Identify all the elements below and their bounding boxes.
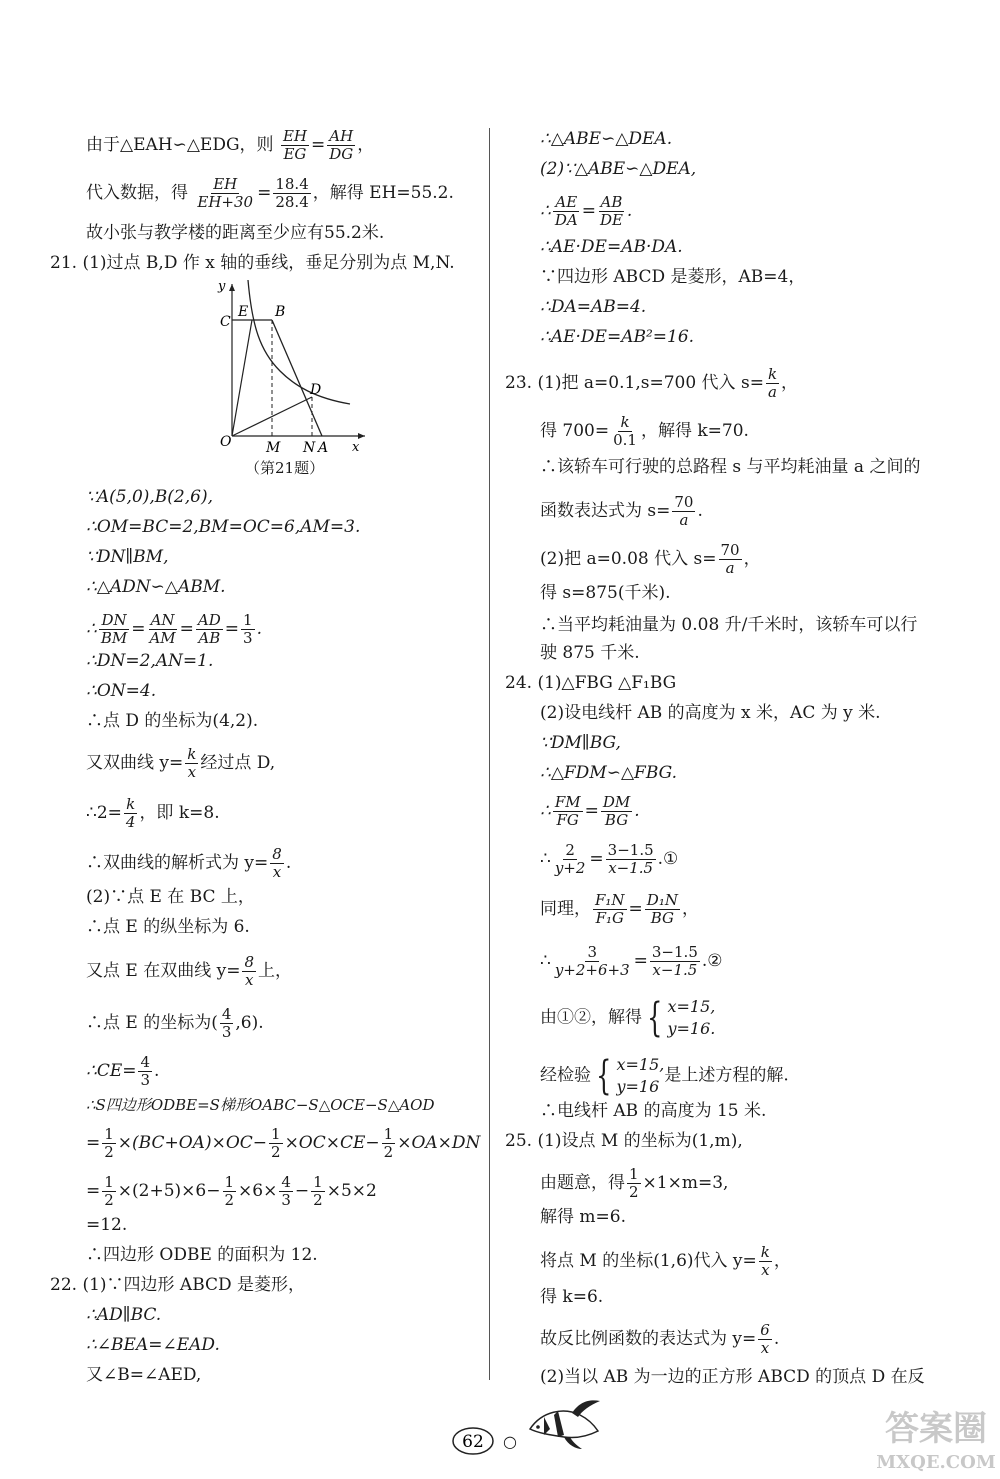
watermark-url: MXQE.COM [876, 1452, 996, 1473]
question-25: 25. (1)设点 M 的坐标为(1,m), [505, 1131, 743, 1151]
line: ∵DM∥BG, [540, 733, 621, 753]
line: ∴△ABE∽△DEA. [540, 129, 673, 149]
line: ∴△ADN∽△ABM. [86, 577, 226, 597]
line-area-numbers: = $\frac{1}{2}$ ×(2+5)×6− $\frac{1}{2}$ ×6× $\frac{4}{3}$ − $\frac{1}{2}$ ×5×2 [86, 1173, 377, 1209]
fraction: $\frac{3-1.5}{x-1.5}$ [651, 943, 698, 979]
fish-logo-icon [524, 1395, 604, 1451]
fraction: $\frac{\text{D₁N}}{BG}$ [646, 891, 678, 927]
line: ∴AE·DE=AB²=16. [540, 327, 695, 347]
line-k-70: 得 700= $\frac{k}{0.1}$ ，解得 k=70. [540, 413, 749, 449]
line: ∵DN∥BM, [86, 547, 169, 567]
fraction: $\frac{AD}{AB}$ [197, 611, 221, 647]
fraction: $\frac{4}{3}$ [140, 1053, 151, 1089]
line: ∴△FDM∽△FBG. [540, 763, 678, 783]
fraction: $\frac{3}{y+2+6+3}$ [554, 943, 630, 979]
fraction: $\frac{1}{2}$ [313, 1173, 323, 1209]
x-axis-arrow [358, 433, 365, 439]
line: (2)∵点 E 在 BC 上， [86, 887, 255, 907]
line: ∴该轿车可行驶的总路程 s 与平均耗油量 a 之间的 [540, 457, 921, 477]
fraction: $\frac{2}{y+2}$ [554, 841, 586, 877]
segment-OD [232, 397, 312, 436]
fraction: $\frac{DN}{BM}$ [100, 611, 128, 647]
line: ∴四边形 ODBE 的面积为 12. [86, 1245, 318, 1265]
fraction: $\frac{k}{4}$ [125, 795, 136, 831]
fraction: $\frac{FM}{FG}$ [554, 793, 581, 829]
fraction: $\frac{k}{a}$ [767, 365, 778, 401]
line: (2)当以 AB 为一边的正方形 ABCD 的顶点 D 在反 [540, 1367, 925, 1387]
line: ∴ON=4. [86, 681, 157, 701]
line: ∴当平均耗油量为 0.08 升/千米时，该轿车可以行 [540, 615, 918, 635]
page-number-badge [451, 1425, 497, 1457]
fraction: $\frac{k}{x}$ [187, 745, 197, 781]
line-solve-system: 由①②，解得 { x=15, y=16. [540, 995, 716, 1041]
line-verify: 经检验 { x=15, y=16 是上述方程的解. [540, 1053, 789, 1099]
line-E-coordinates: ∴点 E 的坐标为( $\frac{4}{3}$ ,6). [86, 1005, 264, 1041]
fraction: $\frac{70}{a}$ [720, 541, 740, 577]
fraction: $\frac{AB}{DE}$ [599, 193, 623, 229]
label-E: E [238, 304, 249, 320]
equation-system: { x=15, y=16. [647, 995, 716, 1041]
line-conclusion-20: 故小张与教学楼的距离至少应有55.2米. [86, 223, 385, 243]
column-divider [489, 128, 490, 1380]
question-22: 22. (1)∵四边形 ABCD 是菱形， [50, 1275, 306, 1295]
line: ∵A(5,0),B(2,6), [86, 487, 213, 507]
segment-OE [232, 320, 252, 436]
watermark-text: 答案圈 [885, 1409, 987, 1449]
label-x: x [352, 440, 360, 455]
fraction: $\frac{1}{2}$ [104, 1125, 114, 1161]
hyperbola-curve [248, 280, 350, 404]
fraction: $\frac{3-1.5}{x-1.5}$ [607, 841, 654, 877]
fraction: $\frac{AE}{DA}$ [554, 193, 578, 229]
line: ∴∠BEA=∠EAD. [86, 1335, 220, 1355]
fraction: $\frac{1}{2}$ [271, 1125, 281, 1161]
fraction: $\frac{8}{x}$ [244, 953, 255, 989]
line-hyperbola-formula: ∴双曲线的解析式为 y= $\frac{8}{x}$ . [86, 845, 292, 881]
line-E-on-hyperbola: 又点 E 在双曲线 y= $\frac{8}{x}$ 上， [86, 953, 293, 989]
y-axis-arrow [229, 284, 235, 291]
line-inverse-function: 故反比例函数的表达式为 y= $\frac{6}{x}$ . [540, 1321, 780, 1357]
line: ∴AD∥BC. [86, 1305, 162, 1325]
fraction: $\frac{k}{x}$ [760, 1243, 770, 1279]
label-C: C [220, 314, 231, 330]
line-area-formula: ∴S四边形ODBE=S梯形OABC−S△OCE−S△AOD [86, 1096, 435, 1114]
line: ∴OM=BC=2,BM=OC=6,AM=3. [86, 517, 361, 537]
line: ∴点 E 的纵坐标为 6. [86, 917, 250, 937]
line: ∴电线杆 AB 的高度为 15 米. [540, 1101, 767, 1121]
line: ∵四边形 ABCD 是菱形，AB=4， [540, 267, 806, 287]
line-substitute-008: (2)把 a=0.08 代入 s= $\frac{70}{a}$ ， [540, 541, 761, 577]
label-D: D [310, 382, 322, 398]
line-ratio-FM: ∴ $\frac{FM}{FG}$ = $\frac{DM}{BG}$ . [540, 793, 640, 829]
line-equation-2: ∴ $\frac{3}{y+2+6+3}$ = $\frac{3-1.5}{x-1.5}$ .② [540, 943, 723, 979]
line-k-value: ∴2= $\frac{k}{4}$ ，即 k=8. [86, 795, 220, 831]
line: (2)∵△ABE∽△DEA, [540, 159, 697, 179]
fraction: $\frac{AN}{AM}$ [149, 611, 176, 647]
fraction: $\frac{EH}{EG}$ [282, 127, 307, 163]
line-hyperbola-through-D: 又双曲线 y= $\frac{k}{x}$ 经过点 D, [86, 745, 276, 781]
label-B: B [275, 304, 286, 320]
page-dot: ○ [503, 1432, 517, 1451]
line-ratio-AE: ∴ $\frac{AE}{DA}$ = $\frac{AB}{DE}$ . [540, 193, 633, 229]
line: ∴点 D 的坐标为(4,2). [86, 711, 259, 731]
question-24: 24. (1)△FBG △F₁BG [505, 673, 677, 693]
fraction: $\frac{1}{2}$ [224, 1173, 235, 1209]
fraction: $\frac{EH}{EH+30}$ [197, 175, 254, 211]
fraction: $\frac{1}{3}$ [243, 611, 253, 647]
line: ∴DA=AB=4. [540, 297, 647, 317]
figure-caption: （第21题） [245, 459, 325, 477]
fraction: $\frac{AH}{DG}$ [329, 127, 354, 163]
fraction: $\frac{18.4}{28.4}$ [275, 175, 309, 211]
line: 得 s=875(千米). [540, 583, 671, 603]
fraction: $\frac{6}{x}$ [760, 1321, 770, 1357]
fraction: $\frac{\text{F₁N}}{\text{F₁G}}$ [595, 891, 625, 927]
line-substitute-M: 将点 M 的坐标(1,6)代入 y= $\frac{k}{x}$ ， [540, 1243, 791, 1279]
line-ratios: ∴ $\frac{DN}{BM}$ = $\frac{AN}{AM}$ = $\frac{AD}{AB}$ = $\frac{1}{3}$ . [86, 611, 262, 647]
label-O: O [220, 434, 232, 450]
hyperbola-figure [200, 276, 370, 476]
label-y: y [218, 279, 226, 294]
watermark-logo [876, 1400, 996, 1476]
line: 解得 m=6. [540, 1207, 626, 1227]
line-CE: ∴CE= $\frac{4}{3}$ . [86, 1053, 160, 1089]
label-N: N [303, 440, 316, 456]
line-substitute: 代入数据，得 $\frac{EH}{EH+30}$ = $\frac{18.4}{28.4}$ ，解得 EH=55.2. [86, 175, 454, 211]
line-similar-triangles: 由于△EAH∽△EDG，则 $\frac{EH}{EG}$ = $\frac{AH}{DG}$ ， [86, 127, 375, 163]
line-similarly: 同理， $\frac{\text{F₁N}}{\text{F₁G}}$ = $\frac{\text{D₁N}}{BG}$ ， [540, 891, 699, 927]
segment-BA [272, 320, 322, 436]
line: 又∠B=∠AED, [86, 1365, 202, 1385]
equation-system: { x=15, y=16 [596, 1053, 665, 1099]
line-function-s: 函数表达式为 s= $\frac{70}{a}$ . [540, 493, 703, 529]
line-area-equation: 由题意，得 $\frac{1}{2}$ ×1×m=3, [540, 1165, 729, 1201]
line-area-expression: = $\frac{1}{2}$ ×(BC+OA)×OC− $\frac{1}{2}$ ×OC×CE− $\frac{1}{2}$ ×OA×DN [86, 1125, 481, 1161]
page-number: 62 [462, 1432, 484, 1452]
question-23: 23. (1)把 a=0.1,s=700 代入 s= $\frac{k}{a}$ ， [505, 365, 799, 401]
line: ∴DN=2,AN=1. [86, 651, 214, 671]
line: (2)设电线杆 AB 的高度为 x 米，AC 为 y 米. [540, 703, 881, 723]
fraction: $\frac{k}{0.1}$ [613, 413, 637, 449]
label-A: A [318, 440, 329, 456]
fraction: $\frac{1}{2}$ [104, 1173, 114, 1209]
fraction: $\frac{1}{2}$ [383, 1125, 394, 1161]
fraction: $\frac{70}{a}$ [674, 493, 694, 529]
line: =12. [86, 1215, 128, 1235]
line-equation-1: ∴ $\frac{2}{y+2}$ = $\frac{3-1.5}{x-1.5}$ .① [540, 841, 679, 877]
fraction: $\frac{1}{2}$ [629, 1165, 639, 1201]
fraction: $\frac{DM}{BG}$ [602, 793, 631, 829]
fraction: $\frac{4}{3}$ [221, 1005, 232, 1041]
line: ∴AE·DE=AB·DA. [540, 237, 683, 257]
label-M: M [266, 440, 281, 456]
fraction: $\frac{4}{3}$ [281, 1173, 291, 1209]
line: 得 k=6. [540, 1287, 604, 1307]
fraction: $\frac{8}{x}$ [272, 845, 282, 881]
question-21: 21. (1)过点 B,D 作 x 轴的垂线，垂足分别为点 M,N. [50, 253, 455, 273]
line: 驶 875 千米. [540, 643, 640, 663]
